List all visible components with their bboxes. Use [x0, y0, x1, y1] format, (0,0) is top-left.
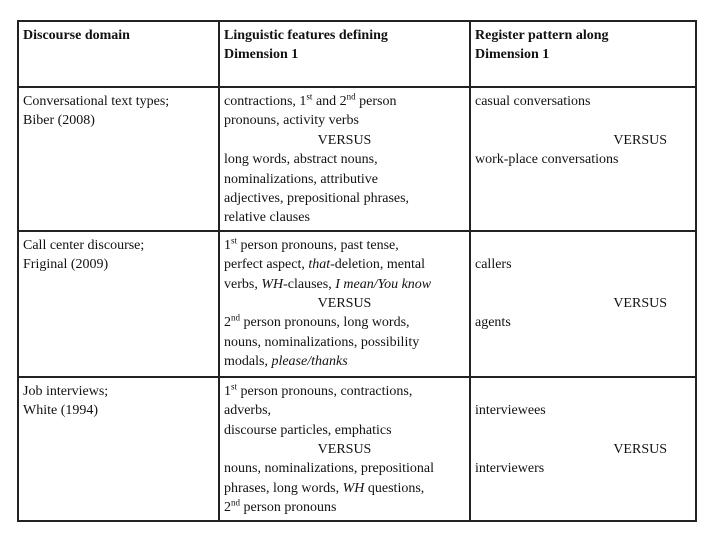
- domain-line1: Conversational text types;: [23, 94, 170, 109]
- feature-text: contractions, 1: [224, 94, 307, 109]
- feature-text: person pronouns, long words,: [240, 315, 410, 331]
- feature-line: long words, abstract nouns,: [224, 152, 378, 168]
- feature-text: modals,: [224, 354, 272, 370]
- register-cell: [470, 231, 696, 377]
- table-row: [18, 231, 696, 377]
- feature-italic: that: [308, 257, 331, 273]
- register-cell: [470, 377, 696, 521]
- ordinal-sup: nd: [346, 91, 356, 102]
- features-cell: [219, 377, 470, 521]
- ordinal-sup: st: [306, 91, 313, 102]
- feature-line: [224, 313, 465, 332]
- dimension-table: [17, 20, 697, 522]
- ordinal-sup: nd: [231, 497, 240, 508]
- domain-line1: Job interviews;: [23, 383, 109, 399]
- header-features-line1: Linguistic features defining: [224, 28, 388, 43]
- register-bottom: work-place conversations: [475, 152, 619, 168]
- domain-cell: [18, 231, 219, 377]
- feature-text: person pronouns, contractions,: [237, 383, 413, 399]
- feature-text: person pronouns: [240, 500, 337, 516]
- feature-line: nouns, nominalizations, prepositional: [224, 461, 434, 477]
- feature-italic: please/thanks: [271, 354, 348, 370]
- feature-text: 2: [224, 500, 231, 516]
- feature-line: nouns, nominalizations, possibility: [224, 334, 420, 350]
- header-register-line2: Dimension 1: [475, 47, 550, 63]
- feature-text: -clauses,: [283, 276, 336, 292]
- register-top: callers: [475, 257, 512, 273]
- feature-text: and 2: [312, 94, 347, 109]
- feature-line: [224, 275, 465, 294]
- register-bottom: agents: [475, 315, 511, 331]
- versus-label: VERSUS: [317, 442, 372, 458]
- feature-line: nominalizations, attributive: [224, 171, 378, 187]
- register-bottom: interviewers: [475, 461, 545, 477]
- feature-text: person: [355, 94, 397, 109]
- feature-text: 1: [224, 383, 231, 399]
- versus-label: VERSUS: [317, 132, 372, 148]
- header-features-line2: Dimension 1: [224, 47, 299, 63]
- register-cell: [470, 87, 696, 231]
- feature-line: [224, 255, 465, 274]
- header-register-line1: Register pattern along: [475, 28, 609, 43]
- domain-cell: [18, 87, 219, 231]
- domain-line2: White (1994): [23, 403, 99, 419]
- header-domain-text: Discourse domain: [23, 28, 130, 43]
- versus-label: VERSUS: [317, 296, 372, 312]
- feature-line: [224, 498, 465, 517]
- feature-text: phrases, long words,: [224, 480, 343, 496]
- feature-line: adjectives, prepositional phrases,: [224, 191, 410, 207]
- feature-text: perfect aspect,: [224, 257, 309, 273]
- feature-italic: I mean/You know: [335, 276, 432, 292]
- feature-italic: WH: [342, 480, 365, 496]
- features-cell: [219, 87, 470, 231]
- domain-cell: [18, 377, 219, 521]
- feature-line: adverbs,: [224, 403, 272, 419]
- ordinal-sup: nd: [231, 312, 240, 323]
- feature-line: pronouns, activity verbs: [224, 113, 359, 129]
- header-row: [18, 21, 696, 87]
- register-versus: VERSUS: [613, 442, 667, 458]
- feature-text: -deletion, mental: [330, 257, 425, 273]
- feature-line: [224, 352, 465, 371]
- feature-line: [224, 92, 465, 111]
- register-top: casual conversations: [475, 94, 591, 109]
- register-top: interviewees: [475, 403, 546, 419]
- feature-line: [224, 236, 465, 255]
- feature-text: questions,: [364, 480, 425, 496]
- register-versus: VERSUS: [613, 132, 667, 148]
- header-domain: [18, 21, 219, 87]
- ordinal-sup: st: [231, 381, 238, 392]
- table-row: [18, 377, 696, 521]
- feature-text: 1: [224, 237, 231, 253]
- domain-line2: Biber (2008): [23, 113, 95, 129]
- feature-line: relative clauses: [224, 210, 310, 226]
- ordinal-sup: st: [231, 235, 238, 246]
- feature-line: [224, 382, 465, 401]
- header-features: [219, 21, 470, 87]
- feature-line: discourse particles, emphatics: [224, 422, 392, 438]
- header-register: [470, 21, 696, 87]
- table-row: [18, 87, 696, 231]
- register-versus: VERSUS: [613, 296, 667, 312]
- feature-text: person pronouns, past tense,: [237, 237, 399, 253]
- domain-line1: Call center discourse;: [23, 237, 145, 253]
- feature-italic: WH: [261, 276, 284, 292]
- features-cell: [219, 231, 470, 377]
- feature-text: verbs,: [224, 276, 262, 292]
- feature-line: [224, 479, 465, 498]
- feature-text: 2: [224, 315, 231, 331]
- domain-line2: Friginal (2009): [23, 257, 109, 273]
